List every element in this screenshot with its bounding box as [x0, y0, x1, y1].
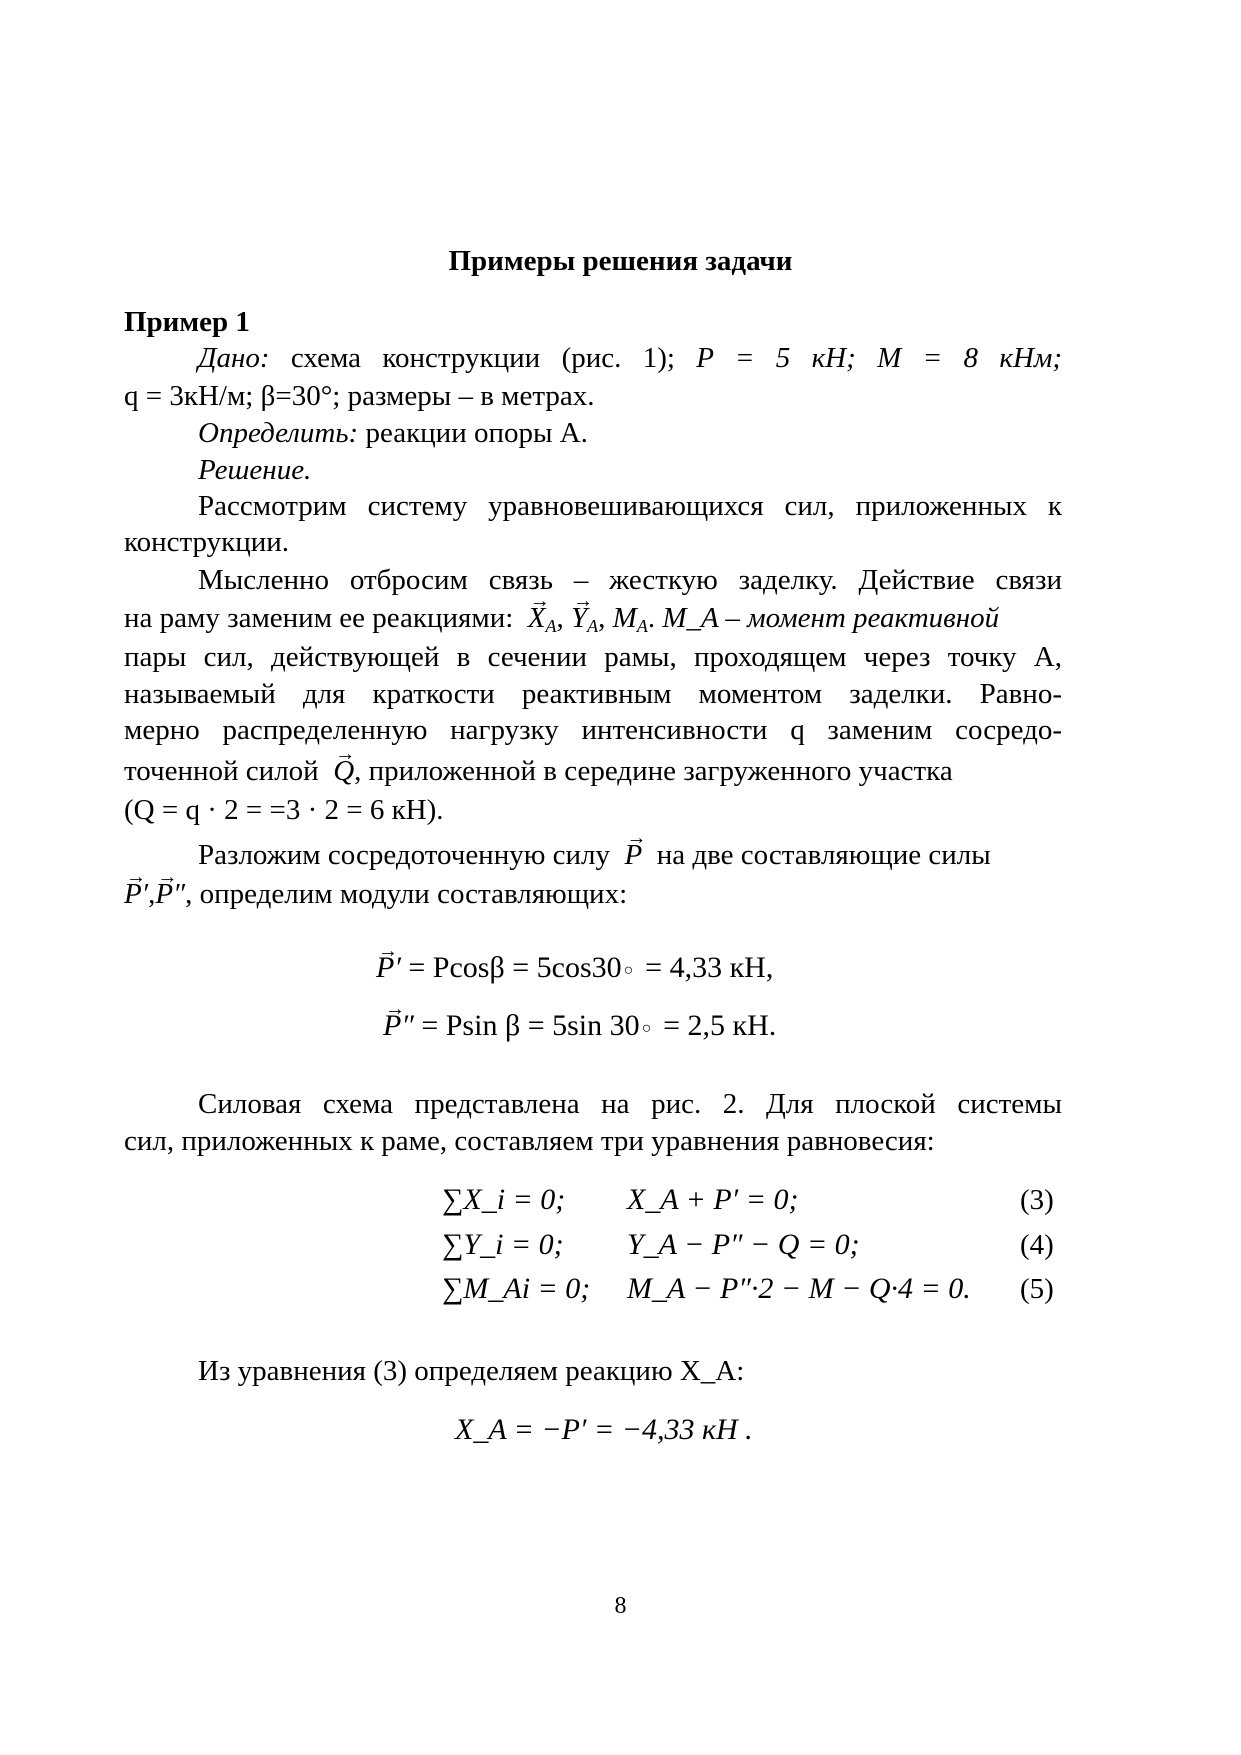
- equation-right: M_A − P″·2 − M − Q·4 = 0.: [627, 1272, 971, 1305]
- equation-right: Y_A − P″ − Q = 0;: [627, 1228, 860, 1261]
- equation-row: [442, 1182, 798, 1218]
- formula-p-prime: [376, 950, 773, 986]
- equation-row: [442, 1227, 860, 1263]
- given-moment: M = 8 кНм;: [877, 342, 1063, 374]
- vector-xa: → $X_A$: [528, 601, 557, 635]
- given-line-2: q = 3кН/м; β=30°; размеры – в метрах.: [124, 380, 595, 412]
- paragraph-line: конструкции.: [124, 526, 290, 558]
- paragraph-line: Силовая схема представлена на рис. 2. Для плоской системы: [198, 1088, 1062, 1120]
- equation-number: (3): [1020, 1184, 1054, 1216]
- paragraph-line: Мысленно отбросим связь – жесткую заделку. Действие связи: [198, 564, 1062, 596]
- equation-left: ∑Y_i = 0;: [442, 1228, 564, 1261]
- formula-p-double-prime: [383, 1008, 776, 1044]
- paragraph-line: → P′,→ P″, определим модули составляющих:: [124, 877, 1062, 911]
- vector-p-prime: → P′: [376, 950, 401, 986]
- find-label: Определить:: [198, 417, 359, 449]
- given-word: (рис. 1);: [561, 342, 675, 374]
- example-heading: Пример 1: [124, 306, 250, 338]
- solution-label: Решение.: [198, 454, 312, 486]
- find-text: реакции опоры A.: [365, 417, 588, 449]
- equation-number: (5): [1020, 1273, 1054, 1305]
- given-line: [198, 341, 1062, 375]
- text-span: , приложенной в середине загруженного участка: [354, 755, 953, 787]
- given-word: конструкции: [382, 342, 541, 374]
- paragraph-line: называемый для краткости реактивным моментом заделки. Равно-: [124, 678, 1062, 710]
- page-number: 8: [614, 1593, 627, 1619]
- formula-result: = 4,33 кН,: [645, 951, 774, 984]
- given-force: P = 5 кН;: [696, 342, 856, 374]
- equation-left: ∑M_Ai = 0;: [442, 1272, 591, 1305]
- formula-text: = Psin β = 5sin 30: [421, 1009, 640, 1042]
- text-span: точенной силой: [124, 755, 319, 787]
- text-span: Разложим сосредоточенную силу: [198, 839, 611, 871]
- vector-ya: → $Y_A$: [571, 601, 598, 635]
- vector-p: → P: [625, 838, 643, 872]
- vector-p-prime: → P′: [124, 877, 148, 911]
- paragraph-line: [124, 754, 1062, 788]
- paragraph-line: пары сил, действующей в сечении рамы, проходящем через точку A,: [124, 641, 1062, 673]
- formula-text: = Pcosβ = 5cos30: [408, 951, 622, 984]
- equation-right: X_A + P′ = 0;: [627, 1183, 799, 1216]
- vector-q: → Q: [333, 754, 354, 788]
- vector-p-double-prime: → P″: [383, 1008, 414, 1044]
- paragraph-line: [198, 838, 1062, 872]
- moment-ma: $M_A$: [612, 602, 648, 636]
- paragraph-line: Из уравнения (3) определяем реакцию X_A:: [198, 1355, 745, 1387]
- text-span: M_A – момент реактивной: [662, 602, 1000, 634]
- paragraph-line: на раму заменим ее реакциями: → $X_A$, → $Y_A$, $M_A$. M_A – момент реактивной: [124, 601, 1062, 635]
- text-span: на раму заменим ее реакциями:: [124, 602, 514, 634]
- text-span: на две составляющие силы: [656, 839, 991, 871]
- vector-p-double-prime: → P″: [155, 877, 185, 911]
- formula-result: = 2,5 кН.: [663, 1009, 777, 1042]
- page-title: Примеры решения задачи: [448, 245, 793, 277]
- paragraph-line: (Q = q · 2 = =3 · 2 = 6 кН).: [124, 794, 444, 826]
- paragraph-line: мерно распределенную нагрузку интенсивности q заменим сосредо-: [124, 714, 1062, 746]
- paragraph-line: сил, приложенных к раме, составляем три уравнения равновесия:: [124, 1125, 935, 1157]
- result-formula: X_A = −P′ = −4,33 кН .: [455, 1413, 753, 1446]
- equation-number: (4): [1020, 1229, 1054, 1261]
- text-span: , определим модули составляющих:: [185, 878, 628, 910]
- given-label: Дано:: [198, 342, 270, 374]
- find-line: [198, 416, 1062, 450]
- equation-row: [442, 1271, 971, 1307]
- paragraph-line: Рассмотрим систему уравновешивающихся сил, приложенных к: [198, 490, 1062, 522]
- given-word: схема: [290, 342, 362, 374]
- equation-left: ∑X_i = 0;: [442, 1183, 566, 1216]
